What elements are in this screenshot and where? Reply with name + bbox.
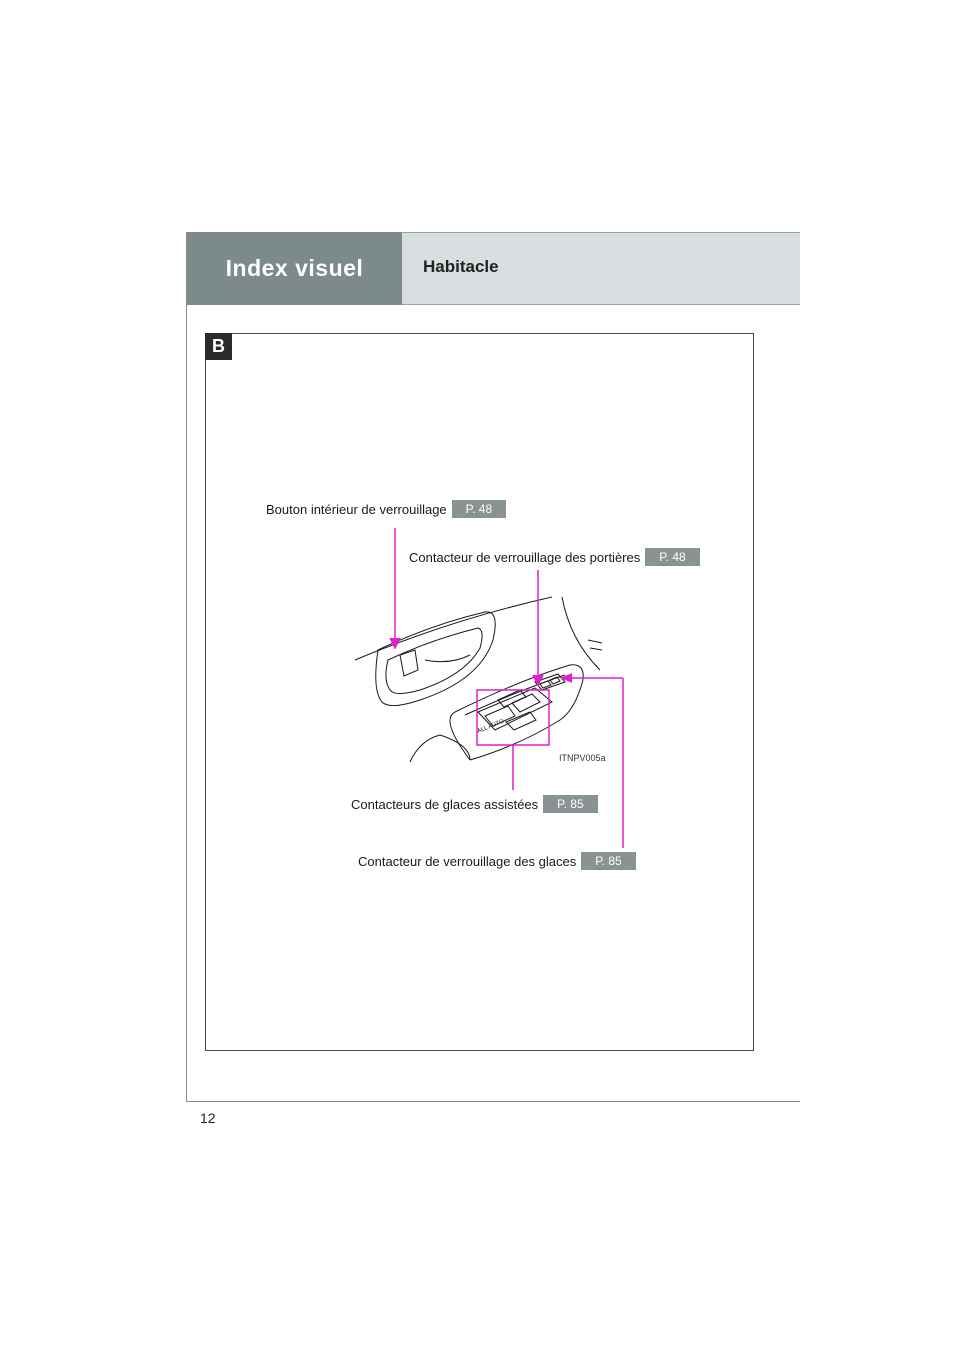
section-title: Index visuel [225, 255, 364, 281]
callout-door-lock-switch [409, 548, 700, 566]
subsection-title: Habitacle [423, 257, 499, 276]
page-ref-link[interactable]: P. 85 [581, 852, 635, 870]
callout-label: Bouton intérieur de verrouillage [266, 501, 447, 517]
callout-label: Contacteurs de glaces assistées [351, 796, 539, 812]
page-ref-link[interactable]: P. 48 [645, 548, 699, 566]
page-ref-link[interactable]: P. 48 [452, 500, 506, 518]
callout-power-window-switches [351, 795, 598, 813]
page-ref-link[interactable]: P. 85 [543, 795, 597, 813]
section-badge: B [205, 333, 232, 360]
switch-label: ALL AUTO [476, 718, 506, 735]
callout-label: Contacteur de verrouillage des portières [409, 549, 641, 565]
callout-window-lock-switch [358, 852, 636, 870]
callout-door-lock-button [266, 500, 506, 518]
page-number: 12 [200, 1110, 216, 1126]
figure-id: ITNPV005a [559, 753, 606, 763]
callout-label: Contacteur de verrouillage des glaces [358, 853, 577, 869]
